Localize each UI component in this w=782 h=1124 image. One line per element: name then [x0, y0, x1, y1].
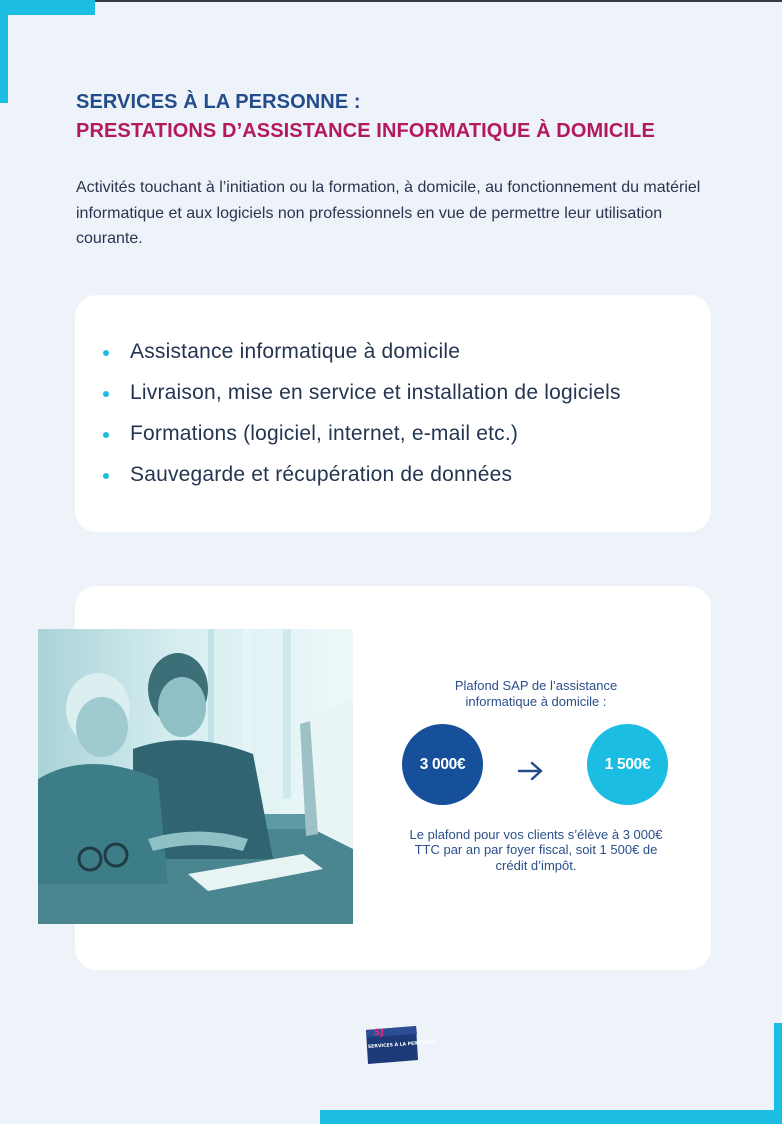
bullet-icon — [103, 432, 109, 438]
corner-accent-bottom-right — [320, 1110, 782, 1124]
list-item — [103, 417, 621, 458]
title-line-1: SERVICES À LA PERSONNE : — [76, 91, 361, 113]
services-a-la-personne-logo — [362, 1024, 436, 1068]
list-item — [103, 458, 621, 499]
tax-credit-circle — [587, 724, 668, 805]
bullet-icon — [103, 473, 109, 479]
list-item — [103, 376, 621, 417]
services-list — [103, 335, 621, 499]
ceiling-amount: 3 000€ — [419, 755, 466, 773]
title-line-2: PRESTATIONS D’ASSISTANCE INFORMATIQUE À DOMICILE — [76, 120, 655, 142]
bullet-icon — [103, 391, 109, 397]
arrow-right-icon — [517, 760, 545, 782]
ceiling-caption: Plafond SAP de l’assistance informatique à domicile : — [454, 678, 618, 709]
corner-accent-top-left — [0, 0, 95, 15]
service-label: Formations (logiciel, internet, e-mail etc.) — [130, 422, 519, 445]
service-label: Assistance informatique à domicile — [130, 340, 461, 363]
service-label: Livraison, mise en service et installation de logiciels — [130, 381, 621, 404]
tax-credit-amount: 1 500€ — [604, 755, 651, 773]
photo-illustration — [38, 629, 353, 924]
intro-paragraph: Activités touchant à l’initiation ou la formation, à domicile, au fonctionnement du matériel informatique et aux logiciels non professionnels en vue de permettre leur utilisation courante. — [76, 179, 701, 247]
logo-text-top: SJ — [374, 1028, 384, 1038]
ceiling-amount-circle — [402, 724, 483, 805]
ceiling-note: Le plafond pour vos clients s’élève à 3 000€ TTC par an par foyer fiscal, soit 1 500€ de crédit d’impôt. — [409, 827, 663, 873]
photo-seniors-computer — [38, 629, 353, 924]
page-title — [76, 88, 655, 146]
logo-text-bottom: SERVICES À LA PERSONNE — [367, 1040, 436, 1050]
corner-accent-bottom-right-vertical — [774, 1023, 782, 1124]
services-card — [75, 295, 711, 532]
bullet-icon — [103, 350, 109, 356]
top-border-line — [0, 0, 782, 2]
corner-accent-top-left-vertical — [0, 0, 8, 103]
service-label: Sauvegarde et récupération de données — [130, 463, 513, 486]
list-item — [103, 335, 621, 376]
